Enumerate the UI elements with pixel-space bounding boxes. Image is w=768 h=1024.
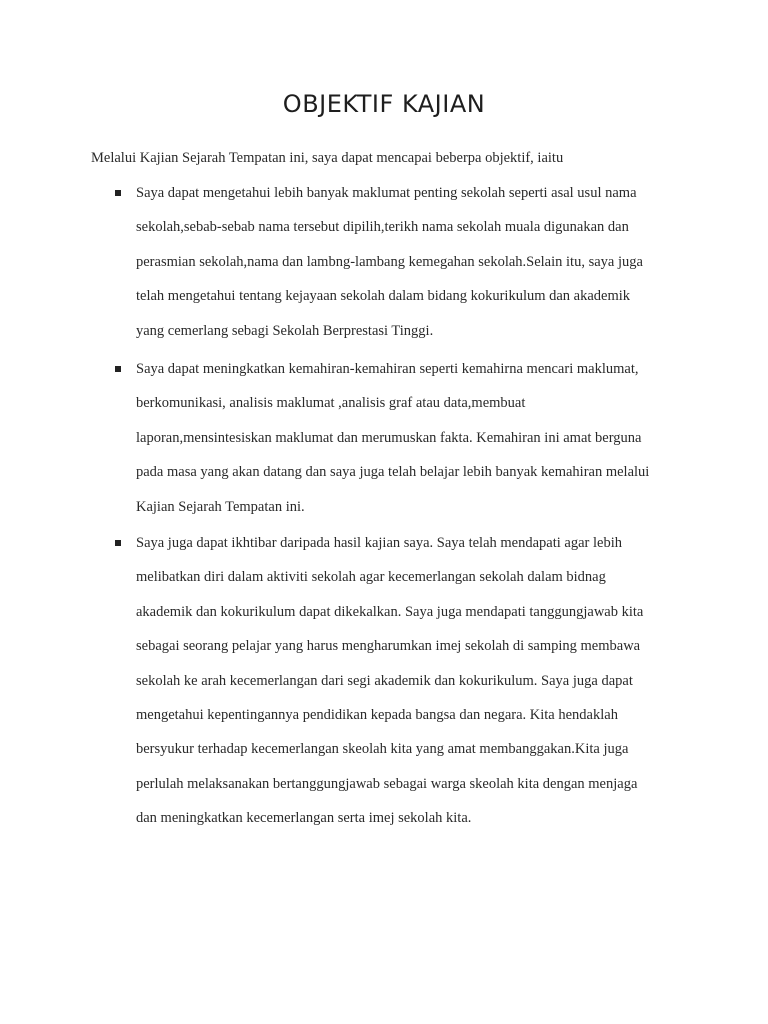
square-bullet-icon [115, 540, 121, 546]
text-line: berkomunikasi, analisis maklumat ,analisis graf atau data,membuat [136, 395, 526, 412]
text-line: yang cemerlang sebagi Sekolah Berprestasi Tinggi. [136, 322, 434, 339]
text-line: sebagai seorang pelajar yang harus mengharumkan imej sekolah di samping membawa [136, 638, 641, 655]
text-line: bersyukur terhadap kecemerlangan skeolah kita yang amat membanggakan.Kita juga [136, 741, 629, 758]
text-line: Kajian Sejarah Tempatan ini. [136, 498, 305, 515]
text-line: telah mengetahui tentang kejayaan sekolah dalam bidang kokurikulum dan akademik [136, 288, 631, 305]
list-item-text [136, 352, 696, 524]
text-line: laporan,mensintesiskan maklumat dan merumuskan fakta. Kemahiran ini amat berguna [136, 429, 642, 446]
text-line: melibatkan diri dalam aktiviti sekolah agar kecemerlangan sekolah dalam bidnag [136, 569, 606, 586]
list-item-text [136, 526, 696, 836]
text-line: perlulah melaksanakan bertanggungjawab sebagai warga skeolah kita dengan menjaga [136, 775, 638, 792]
text-line: perasmian sekolah,nama dan lambng-lambang kemegahan sekolah.Selain itu, saya juga [136, 253, 643, 270]
square-bullet-icon [115, 366, 121, 372]
text-line: sekolah ke arah kecemerlangan dari segi akademik dan kokurikulum. Saya juga dapat [136, 672, 633, 689]
text-line: Saya dapat meningkatkan kemahiran-kemahiran seperti kemahirna mencari maklumat, [136, 361, 639, 377]
list-item-text [136, 176, 696, 348]
text-line: Saya dapat mengetahui lebih banyak maklumat penting sekolah seperti asal usul nama [136, 185, 637, 201]
square-bullet-icon [115, 190, 121, 196]
text-line: mengetahui kepentingannya pendidikan kepada bangsa dan negara. Kita hendaklah [136, 707, 618, 724]
text-line: dan meningkatkan kecemerlangan serta imej sekolah kita. [136, 810, 472, 827]
intro-paragraph: Melalui Kajian Sejarah Tempatan ini, saya dapat mencapai beberpa objektif, iaitu [91, 150, 564, 166]
text-line: akademik dan kokurikulum dapat dikekalkan. Saya juga mendapati tanggungjawab kita [136, 603, 644, 620]
text-line: sekolah,sebab-sebab nama tersebut dipilih,terikh nama sekolah muala digunakan dan [136, 219, 629, 236]
text-line: pada masa yang akan datang dan saya juga telah belajar lebih banyak kemahiran melalui [136, 464, 650, 481]
page-title: OBJEKTIF KAJIAN [282, 90, 486, 118]
text-line: Saya juga dapat ikhtibar daripada hasil kajian saya. Saya telah mendapati agar lebih [136, 535, 622, 551]
